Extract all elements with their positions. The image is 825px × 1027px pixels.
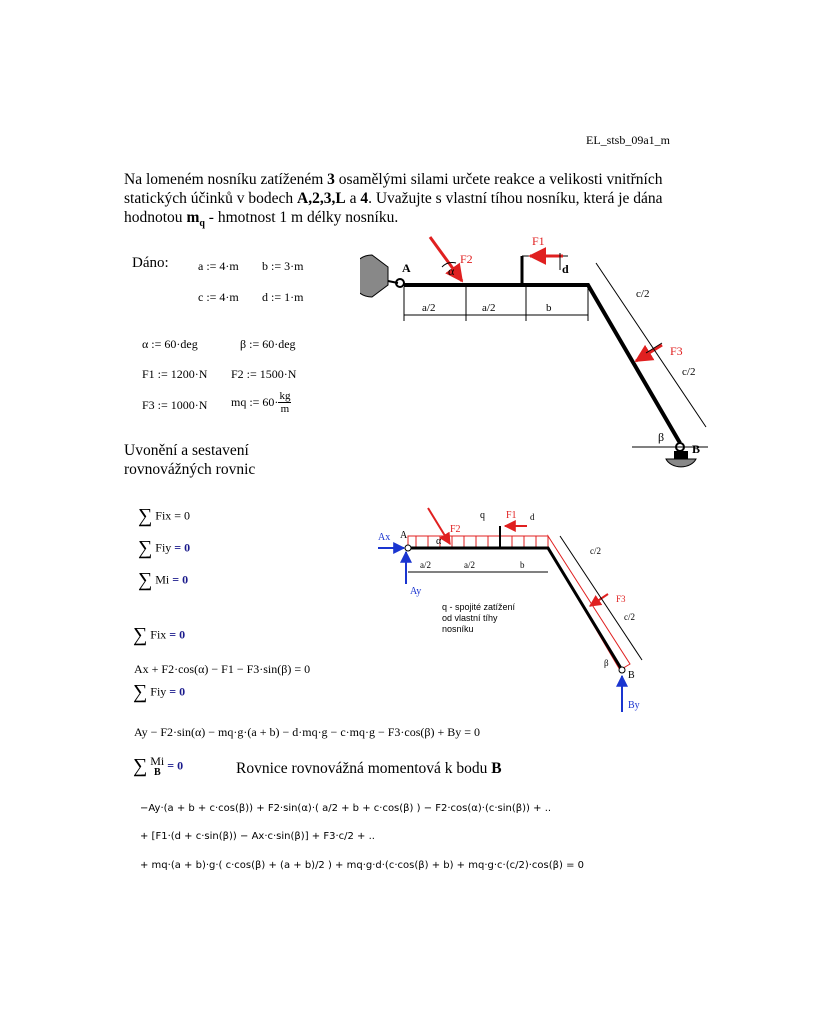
svg-text:β: β [604, 658, 609, 668]
given-label: Dáno: [132, 255, 169, 271]
moment-eq-line3: + mq·(a + b)·g·( c·cos(β) + (a + b)/2 ) + mq·g·d·(c·cos(β) + b) + mq·g·c·(c/2)·cos(β) = 0 [140, 860, 585, 871]
moment-title: Rovnice rovnovážná momentová k bodu B [236, 760, 502, 777]
svg-text:F3: F3 [616, 594, 626, 604]
intro-text-3: a [345, 190, 361, 207]
intro-text-1: Na lomeném nosníku zatíženém [124, 171, 328, 188]
svg-text:α: α [436, 536, 442, 547]
intro-text-5: - hmotnost 1 m délky nosníku. [204, 209, 399, 226]
equation-fy: Ay − F2·sin(α) − mq·g·(a + b) − d·mq·g − c·mq·g − F3·cos(β) + By = 0 [134, 725, 481, 739]
beam-line [404, 285, 680, 443]
label-c2-1: c/2 [636, 288, 650, 300]
label-b-point: B [692, 442, 701, 456]
svg-text:od vlastní tíhy: od vlastní tíhy [442, 613, 498, 623]
given-a: a := 4·m [198, 259, 239, 273]
given-beta: β := 60·deg [240, 337, 296, 351]
sum-fix-2: ∑ Fix = 0 [133, 624, 186, 646]
label-d: d [562, 262, 569, 276]
given-c: c := 4·m [198, 290, 239, 304]
svg-text:a/2: a/2 [420, 560, 431, 570]
label-a2-2: a/2 [482, 302, 496, 314]
svg-text:nosníku: nosníku [442, 624, 474, 634]
given-d: d := 1·m [262, 290, 304, 304]
section-title: Uvonění a sestavení rovnovážných rovnic [124, 442, 256, 478]
intro-points: A,2,3,L [297, 190, 346, 207]
intro-mq: $m_q$ [186, 209, 205, 230]
label-beta: β [658, 430, 665, 444]
sum-fiy-2: ∑ Fiy = 0 [133, 681, 186, 703]
given-mq: mq := 60· $\frac{kg}{m}$ [231, 390, 291, 415]
moment-eq-line2: + [F1·(d + c·sin(β)) − Ax·c·sin(β)] + F3·c/2 + .. [140, 831, 375, 842]
label-b: b [546, 302, 552, 314]
given-f2: F2 := 1500·N [231, 367, 297, 381]
beam-diagram-given [360, 225, 720, 495]
beam-diagram-free-body [372, 500, 672, 720]
label-c2-2: c/2 [682, 366, 696, 378]
equation-fx: Ax + F2·cos(α) − F1 − F3·sin(β) = 0 [134, 662, 311, 676]
label-alpha: α [448, 264, 455, 278]
svg-text:Ax: Ax [378, 532, 391, 543]
label-f3: F3 [670, 344, 683, 358]
f3-arrow [636, 345, 662, 361]
sum-fix-1: ∑ Fix = 0 [138, 505, 191, 527]
given-f1: F1 := 1200·N [142, 367, 208, 381]
sum-mi-b: ∑ Mi B = 0 [133, 753, 184, 778]
svg-text:a/2: a/2 [464, 560, 475, 570]
svg-text:B: B [628, 670, 635, 681]
sum-fiy-1: ∑ Fiy = 0 [138, 537, 191, 559]
problem-statement [124, 170, 724, 233]
svg-text:By: By [628, 700, 640, 711]
label-a2-1: a/2 [422, 302, 436, 314]
support-a-icon [360, 255, 404, 297]
intro-point-4: 4 [360, 190, 369, 207]
sum-mi-1: ∑ Mi = 0 [138, 569, 189, 591]
label-f1: F1 [532, 234, 545, 248]
intro-text-2: osamělými silami určete reakce a velikosti vnitřních statických účinků v bodech [124, 171, 663, 207]
svg-text:c/2: c/2 [590, 546, 601, 556]
moment-eq-line1: −Ay·(a + b + c·cos(β)) + F2·sin(α)·( a/2 + b + c·cos(β) ) − F2·cos(α)·(c·sin(β)) + .. [140, 803, 552, 814]
svg-text:A: A [400, 530, 408, 541]
intro-text-4: . Uvažujte s vlastní tíhou nosníku, která je dána hodnotou [124, 190, 663, 226]
svg-text:d: d [530, 512, 535, 522]
intro-count: 3 [327, 171, 335, 188]
given-b: b := 3·m [262, 259, 304, 273]
label-f2: F2 [460, 252, 473, 266]
document-code: EL_stsb_09a1_m [586, 133, 670, 147]
svg-text:F2: F2 [450, 524, 461, 535]
svg-text:F1: F1 [506, 510, 517, 521]
f2-arrow [430, 237, 462, 281]
given-alpha: α := 60·deg [142, 337, 198, 351]
svg-text:q: q [480, 510, 485, 521]
label-a: A [402, 261, 411, 275]
svg-text:b: b [520, 560, 525, 570]
svg-text:Ay: Ay [410, 586, 422, 597]
svg-text:q - spojité zatížení: q - spojité zatížení [442, 602, 516, 612]
given-f3: F3 := 1000·N [142, 398, 208, 412]
svg-text:c/2: c/2 [624, 612, 635, 622]
